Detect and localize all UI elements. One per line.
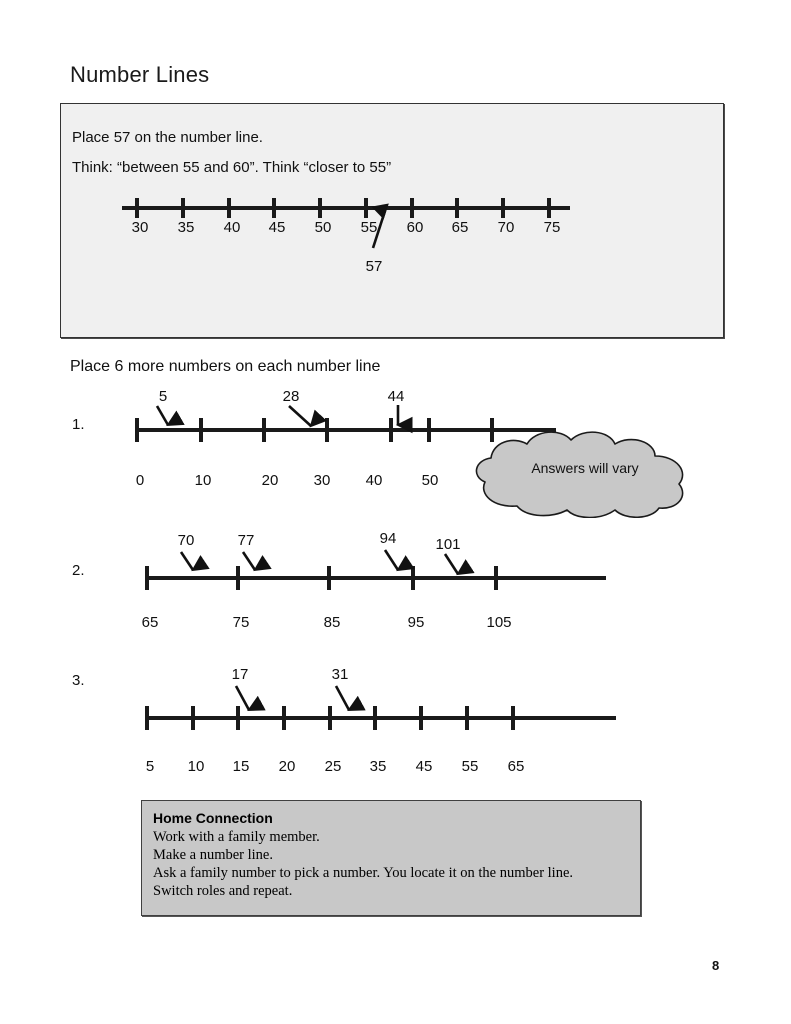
tick-label: 55	[360, 219, 378, 236]
number-line-tick	[145, 706, 149, 730]
number-line-tick	[419, 706, 423, 730]
number-line-tick	[547, 198, 551, 218]
tick-label: 65	[141, 614, 159, 631]
annotation-label: 77	[237, 532, 255, 549]
tick-label: 65	[451, 219, 469, 236]
annotation-label: 31	[331, 666, 349, 683]
tick-label: 55	[461, 758, 479, 775]
tick-label: 60	[406, 219, 424, 236]
tick-label: 65	[507, 758, 525, 775]
number-line-tick	[373, 706, 377, 730]
annotation-arrow-icon	[238, 550, 270, 580]
number-line-tick	[465, 706, 469, 730]
number-line-tick	[135, 198, 139, 218]
problem-number: 3.	[72, 672, 85, 689]
tick-label: 50	[421, 472, 439, 489]
tick-label: 35	[369, 758, 387, 775]
tick-label: 20	[278, 758, 296, 775]
tick-label: 70	[497, 219, 515, 236]
annotation-arrow-icon	[330, 684, 364, 720]
page-title: Number Lines	[70, 62, 210, 87]
tick-label: 75	[232, 614, 250, 631]
tick-label: 0	[135, 472, 145, 489]
tick-label: 10	[194, 472, 212, 489]
annotation-label: 57	[365, 258, 383, 275]
annotation-arrow-icon	[390, 404, 410, 434]
page-number: 8	[712, 958, 720, 973]
tick-label: 40	[365, 472, 383, 489]
answers-cloud-text: Answers will vary	[531, 460, 639, 476]
home-connection-line: Switch roles and repeat.	[153, 883, 293, 899]
annotation-arrow-icon	[148, 404, 182, 434]
tick-label: 20	[261, 472, 279, 489]
annotation-label: 5	[158, 388, 168, 405]
number-line-tick	[272, 198, 276, 218]
tick-label: 30	[313, 472, 331, 489]
home-connection-line: Work with a family member.	[153, 829, 320, 845]
number-line-tick	[327, 566, 331, 590]
tick-label: 75	[543, 219, 561, 236]
annotation-label: 28	[282, 388, 300, 405]
number-line-tick	[325, 418, 329, 442]
tick-label: 50	[314, 219, 332, 236]
annotation-label: 94	[379, 530, 397, 547]
number-line-tick	[135, 418, 139, 442]
tick-label: 95	[407, 614, 425, 631]
number-line-axis	[146, 576, 606, 580]
home-connection-line: Ask a family number to pick a number. You locate it on the number line.	[153, 865, 574, 881]
example-instruction-line-1: Place 57 on the number line.	[72, 129, 263, 146]
problem-number: 1.	[72, 416, 85, 433]
annotation-arrow-icon	[284, 404, 324, 434]
number-line-tick	[191, 706, 195, 730]
annotation-arrow-icon	[176, 550, 208, 580]
number-line-tick	[455, 198, 459, 218]
tick-label: 15	[232, 758, 250, 775]
number-line-tick	[145, 566, 149, 590]
number-line-axis	[146, 716, 616, 720]
tick-label: 85	[323, 614, 341, 631]
tick-label: 5	[145, 758, 155, 775]
problem-number: 2.	[72, 562, 85, 579]
number-line-tick	[181, 198, 185, 218]
annotation-arrow-icon	[230, 684, 264, 720]
instruction-text: Place 6 more numbers on each number line	[70, 358, 381, 375]
tick-label: 35	[177, 219, 195, 236]
tick-label: 105	[486, 614, 512, 631]
number-line-tick	[318, 198, 322, 218]
annotation-label: 44	[387, 388, 405, 405]
number-line-tick	[501, 198, 505, 218]
tick-label: 30	[131, 219, 149, 236]
annotation-label: 101	[435, 536, 461, 553]
tick-label: 45	[268, 219, 286, 236]
tick-label: 45	[415, 758, 433, 775]
example-instruction-line-2: Think: “between 55 and 60”. Think “closer to 55”	[72, 159, 392, 176]
number-line-tick	[199, 418, 203, 442]
number-line-tick	[427, 418, 431, 442]
tick-label: 40	[223, 219, 241, 236]
annotation-arrow-icon	[360, 200, 410, 255]
annotation-label: 17	[231, 666, 249, 683]
annotation-arrow-icon	[380, 548, 412, 580]
annotation-label: 70	[177, 532, 195, 549]
home-connection-line: Make a number line.	[153, 847, 273, 863]
number-line-tick	[262, 418, 266, 442]
home-connection-title: Home Connection	[153, 810, 273, 826]
number-line-tick	[227, 198, 231, 218]
number-line-tick	[511, 706, 515, 730]
tick-label: 10	[187, 758, 205, 775]
number-line-tick	[282, 706, 286, 730]
tick-label: 25	[324, 758, 342, 775]
number-line-tick	[494, 566, 498, 590]
number-line-tick	[410, 198, 414, 218]
annotation-arrow-icon	[440, 552, 472, 584]
